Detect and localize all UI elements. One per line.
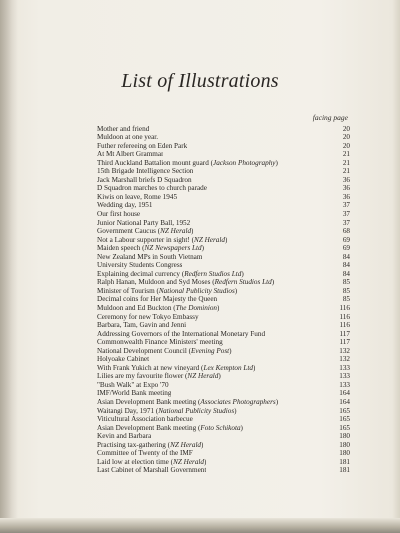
list-item	[97, 321, 350, 330]
illustration-caption	[97, 432, 151, 441]
page-number: 165	[339, 415, 350, 424]
caption-text: Decimal coins for Her Majesty the Queen	[97, 295, 218, 304]
caption-text: D Squadron marches to church parade	[97, 184, 207, 193]
page-number: 165	[339, 423, 350, 432]
list-item	[97, 142, 350, 151]
list-item	[97, 125, 350, 134]
list-item	[97, 227, 350, 236]
illustration-caption	[97, 449, 193, 458]
list-item	[97, 201, 350, 210]
caption-text: Not a Labour supporter in sight!	[97, 235, 190, 244]
illustration-caption	[97, 219, 190, 228]
list-item	[97, 261, 350, 270]
caption-text: Asian Development Bank meeting	[97, 423, 197, 432]
list-item	[97, 381, 350, 390]
page-number: 133	[339, 372, 350, 381]
list-item	[97, 313, 350, 322]
illustration-caption: With Frank Yukich at new vineyard (Lex Kempton Ltd)	[97, 363, 256, 372]
illustration-caption	[97, 261, 182, 270]
caption-text: Holyoake Cabinet	[97, 355, 150, 364]
page-number: 181	[339, 457, 350, 466]
illustration-caption	[97, 295, 217, 304]
illustration-caption: National Development Council (Evening Post)	[97, 346, 232, 355]
page-number: 165	[339, 406, 350, 415]
illustration-caption	[97, 330, 265, 339]
list-item	[97, 236, 350, 245]
illustration-caption: Asian Development Bank meeting (Associates Photographers)	[97, 398, 279, 406]
caption-text: IMF/World Bank meeting	[97, 389, 172, 398]
illustration-caption	[97, 415, 193, 424]
photo-credit: NZ Herald	[187, 372, 219, 381]
caption-text: Committee of Twenty of the IMF	[97, 449, 193, 458]
list-item	[97, 466, 350, 475]
page-number: 180	[339, 449, 350, 458]
illustration-caption: Practising tax-gathering (NZ Herald)	[97, 440, 204, 449]
list-item	[97, 355, 350, 364]
caption-text: Ralph Hanan, Muldoon and Syd Moses	[97, 278, 211, 287]
illustration-caption	[97, 133, 158, 142]
illustration-caption: Lilies are my favourite flower (NZ Herald)	[97, 372, 221, 381]
list-item	[97, 432, 350, 441]
illustration-caption: Asian Development Bank meeting (Foto Schikota)	[97, 423, 243, 432]
list-item	[97, 184, 350, 193]
page-number: 21	[342, 150, 350, 159]
list-item	[97, 424, 350, 433]
caption-text: Kevin and Barbara	[97, 432, 152, 441]
caption-text: New Zealand MPs in South Vietnam	[97, 252, 203, 261]
caption-text: Kiwis on leave, Rome 1945	[97, 192, 178, 201]
page-number: 84	[342, 269, 350, 278]
illustration-caption	[97, 125, 149, 134]
caption-text: Addressing Governors of the International Monetary Fund	[97, 329, 266, 338]
page-number: 133	[339, 380, 350, 389]
caption-text: National Development Council	[97, 346, 187, 355]
caption-text: University Students Congress	[97, 261, 183, 270]
page-number: 36	[342, 184, 350, 193]
caption-text: Explaining decimal currency	[97, 269, 181, 278]
page-number: 36	[342, 175, 350, 184]
photo-credit: National Publicity Studios	[158, 286, 235, 295]
page-number: 20	[342, 133, 350, 142]
list-item	[97, 398, 350, 407]
caption-text: Government Caucus	[97, 227, 156, 236]
page-number: 117	[339, 329, 350, 338]
illustration-caption	[97, 176, 192, 185]
page-bottom-edge	[0, 518, 400, 533]
illustration-caption	[97, 321, 186, 330]
caption-text: Commonwealth Finance Ministers' meeting	[97, 338, 223, 347]
page-number: 180	[339, 440, 350, 449]
caption-text: Practising tax-gathering	[97, 440, 166, 449]
illustration-caption	[97, 210, 140, 219]
illustration-caption	[97, 184, 207, 193]
photo-credit: The Dominion	[175, 303, 217, 312]
caption-text: With Frank Yukich at new vineyard	[97, 363, 200, 372]
illustrations-list	[97, 125, 350, 475]
caption-text: Third Auckland Battalion mount guard	[97, 158, 209, 167]
page-number: 181	[339, 466, 350, 475]
illustration-caption	[97, 338, 223, 347]
caption-text: 15th Brigade Intelligence Section	[97, 167, 194, 176]
page-number: 132	[339, 355, 350, 364]
illustration-caption: Government Caucus (NZ Herald)	[97, 227, 194, 236]
illustration-caption: Third Auckland Battalion mount guard (Jackson Photography)	[97, 158, 278, 167]
illustration-caption	[97, 355, 149, 364]
list-item	[97, 441, 350, 450]
photo-credit: NZ Herald	[170, 440, 202, 449]
column-header-facing-page: facing page	[312, 113, 348, 122]
page-number: 21	[342, 158, 350, 167]
list-item	[97, 364, 350, 373]
list-item	[97, 458, 350, 467]
list-item	[97, 210, 350, 219]
page-number: 116	[339, 312, 350, 321]
illustration-caption	[97, 389, 171, 398]
illustration-caption	[97, 142, 187, 151]
caption-text: Barbara, Tam, Gavin and Jenni	[97, 321, 187, 330]
page-number: 20	[342, 124, 350, 133]
photo-credit: NZ Herald	[194, 235, 225, 244]
photo-credit: Jackson Photography	[213, 158, 276, 167]
page-number: 37	[342, 201, 350, 210]
list-item	[97, 347, 350, 356]
photo-credit: Associates Photographers	[200, 398, 276, 406]
illustration-caption	[97, 466, 206, 475]
illustration-caption: Not a Labour supporter in sight! (NZ Herald)	[97, 235, 228, 244]
page-number: 117	[339, 338, 350, 347]
photo-credit: NZ Newspapers Ltd	[144, 244, 202, 253]
page-number: 84	[342, 261, 350, 270]
page-number: 36	[342, 192, 350, 201]
caption-text: Minister of Tourism	[97, 286, 155, 295]
photo-credit: Redfern Studios Ltd	[214, 278, 272, 287]
caption-text: Maiden speech	[97, 244, 141, 253]
caption-text: Futher refereeing on Eden Park	[97, 141, 188, 150]
caption-text: Asian Development Bank meeting	[97, 398, 197, 406]
list-item	[97, 253, 350, 262]
caption-text: Wedding day, 1951	[97, 201, 153, 210]
photo-credit: Evening Post	[191, 346, 230, 355]
caption-text: Our first house	[97, 209, 141, 218]
list-item	[97, 295, 350, 304]
list-item	[97, 330, 350, 339]
list-item	[97, 287, 350, 296]
photo-credit: NZ Herald	[160, 227, 192, 236]
page-number: 164	[339, 398, 350, 406]
page-number: 132	[339, 346, 350, 355]
caption-text: Muldoon and Ed Buckton	[97, 303, 172, 312]
list-item	[97, 338, 350, 347]
list-item	[97, 159, 350, 168]
list-item	[97, 449, 350, 458]
caption-text: Lilies are my favourite flower	[97, 372, 184, 381]
list-item	[97, 167, 350, 176]
illustration-caption	[97, 201, 152, 210]
caption-text: Last Cabinet of Marshall Government	[97, 466, 207, 475]
illustration-caption: Muldoon and Ed Buckton (The Dominion)	[97, 303, 220, 312]
list-item	[97, 244, 350, 253]
caption-text: Junior National Party Ball, 1952	[97, 218, 191, 227]
page-title: List of Illustrations	[121, 70, 279, 92]
photo-credit: Lex Kempton Ltd	[203, 363, 253, 372]
caption-text: "Bush Walk" at Expo '70	[97, 380, 169, 389]
list-item	[97, 304, 350, 313]
illustration-caption: Explaining decimal currency (Redfern Studios Ltd)	[97, 269, 244, 278]
caption-text: Laid low at election time	[97, 457, 169, 466]
page-number: 116	[339, 303, 350, 312]
illustration-caption	[97, 313, 199, 322]
list-item	[97, 150, 350, 159]
page-number: 84	[342, 252, 350, 261]
caption-text: Viticultural Association barbecue	[97, 415, 193, 424]
illustration-caption: Laid low at election time (NZ Herald)	[97, 457, 207, 466]
list-item	[97, 193, 350, 202]
list-item	[97, 407, 350, 416]
illustration-caption: Maiden speech (NZ Newspapers Ltd)	[97, 244, 205, 253]
list-item	[97, 176, 350, 185]
page-number: 20	[342, 141, 350, 150]
page-number: 37	[342, 218, 350, 227]
illustration-caption	[97, 253, 202, 262]
list-item	[97, 389, 350, 398]
illustration-caption: Minister of Tourism (National Publicity Studios)	[97, 286, 238, 295]
caption-text: At Mt Albert Grammar	[97, 150, 164, 159]
list-item	[97, 270, 350, 279]
page-number: 116	[339, 321, 350, 330]
list-item	[97, 372, 350, 381]
photo-credit: Foto Schikota	[200, 423, 241, 432]
caption-text: Waitangi Day, 1971	[97, 406, 155, 415]
list-item	[97, 133, 350, 142]
list-item	[97, 219, 350, 228]
photo-credit: NZ Herald	[173, 457, 205, 466]
list-item	[97, 278, 350, 287]
page-number: 68	[342, 227, 350, 236]
page-number: 69	[342, 244, 350, 253]
illustration-caption: Waitangi Day, 1971 (National Publicity Studios)	[97, 406, 237, 415]
caption-text: Jack Marshall briefs D Squadron	[97, 175, 192, 184]
page-number: 85	[342, 295, 350, 304]
page-number: 37	[342, 209, 350, 218]
illustration-caption: Ralph Hanan, Muldoon and Syd Moses (Redfern Studios Ltd)	[97, 278, 275, 287]
illustration-caption	[97, 193, 177, 202]
caption-text: Ceremony for new Tokyo Embassy	[97, 312, 199, 321]
caption-text: Muldoon at one year.	[97, 133, 159, 142]
page-number: 164	[339, 389, 350, 398]
page-number: 85	[342, 278, 350, 287]
illustration-caption	[97, 150, 163, 159]
page-number: 133	[339, 363, 350, 372]
photo-credit: Redfern Studios Ltd	[184, 269, 242, 278]
caption-text: Mother and friend	[97, 124, 150, 133]
list-item	[97, 415, 350, 424]
page-number: 180	[339, 432, 350, 441]
page-number: 85	[342, 286, 350, 295]
page-number: 69	[342, 235, 350, 244]
photo-credit: National Publicity Studios	[158, 406, 235, 415]
page-number: 21	[342, 167, 350, 176]
illustration-caption	[97, 381, 169, 390]
illustration-caption	[97, 167, 193, 176]
